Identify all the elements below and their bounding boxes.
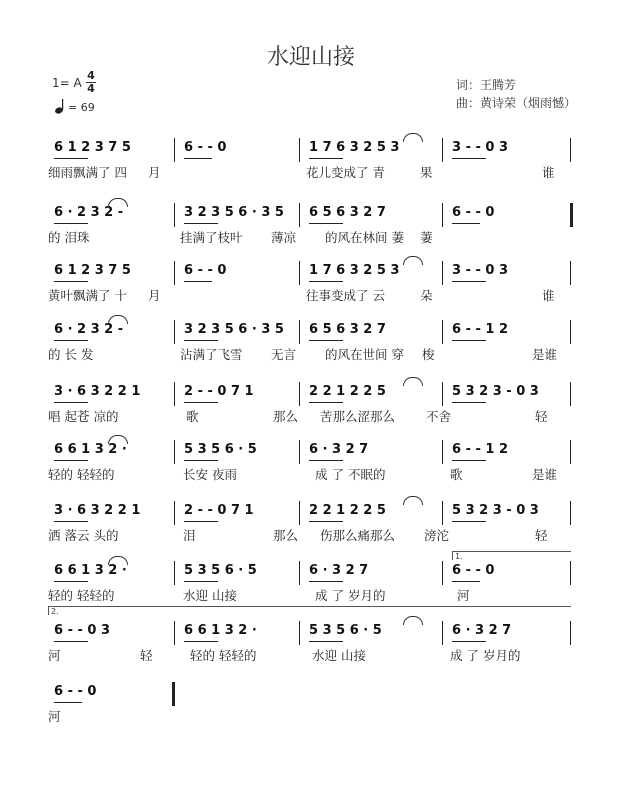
barline — [174, 203, 175, 227]
lyric-text: 成 了 岁月的 — [315, 588, 386, 603]
song-title: 水迎山接 — [266, 45, 355, 70]
barline — [174, 261, 175, 285]
beam-underline — [452, 340, 486, 341]
lyric-text: 水迎 山接 — [183, 588, 237, 603]
lyricist-credit: 词：王腾芳 — [456, 78, 517, 92]
lyric-text: 歌 — [186, 409, 199, 424]
measure-notes: 1 7 6 3 2 5 3 — [309, 140, 400, 155]
composer-credit: 曲：黄诗荣（烟雨憾） — [456, 96, 577, 110]
lyric-text: 水迎 山接 — [312, 648, 366, 663]
barline — [174, 382, 175, 406]
barline — [299, 501, 300, 525]
lyric-text: 果 — [420, 165, 433, 180]
lyric-text: 薄凉 — [271, 230, 297, 245]
beam-underline — [452, 581, 480, 582]
lyric-text: 歌 — [450, 467, 463, 482]
beam-underline — [184, 402, 218, 403]
measure-notes: 6 - - 0 — [184, 140, 227, 155]
lyric-text: 谁 — [542, 165, 555, 180]
slur-mark — [108, 435, 128, 444]
barline — [174, 621, 175, 645]
barline — [442, 261, 443, 285]
lyric-text: 沾满了飞雪 — [180, 347, 243, 362]
barline — [174, 501, 175, 525]
beam-underline — [54, 223, 88, 224]
measure-notes: 6 - - 0 3 — [54, 623, 111, 638]
beam-underline — [452, 641, 486, 642]
lyric-text: 洒 落云 头的 — [48, 528, 119, 543]
end-barline — [570, 561, 571, 585]
measure-notes: 5 3 5 6 · 5 — [309, 623, 382, 638]
barline — [442, 621, 443, 645]
barline — [299, 382, 300, 406]
measure-notes: 2 2 1 2 2 5 — [309, 503, 386, 518]
beam-underline — [54, 340, 88, 341]
key-signature: 1= A — [52, 76, 82, 90]
barline — [299, 203, 300, 227]
beam-underline — [184, 340, 218, 341]
slur-mark — [108, 198, 128, 207]
beam-underline — [309, 158, 343, 159]
beam-underline — [452, 402, 486, 403]
measure-notes: 6 - - 0 — [184, 263, 227, 278]
measure-notes: 6 - - 0 — [452, 563, 495, 578]
measure-notes: 6 · 2 3 2 - — [54, 322, 124, 337]
lyric-text: 河 — [48, 709, 61, 724]
measure-notes: 6 6 1 3 2 · — [54, 442, 127, 457]
beam-underline — [452, 158, 486, 159]
slur-mark — [403, 377, 423, 386]
beam-underline — [309, 340, 343, 341]
beam-underline — [54, 158, 88, 159]
tempo-marking: = 69 — [68, 101, 95, 114]
beam-underline — [309, 281, 343, 282]
end-barline — [570, 621, 571, 645]
end-barline — [570, 138, 571, 162]
beam-underline — [309, 641, 343, 642]
lyric-text: 梭 — [422, 347, 435, 362]
measure-notes: 6 · 3 2 7 — [452, 623, 512, 638]
lyric-text: 往事变成了 云 — [306, 288, 385, 303]
beam-underline — [184, 158, 212, 159]
first-ending-bracket: 1. — [452, 551, 571, 560]
end-barline — [570, 501, 571, 525]
slur-mark — [403, 616, 423, 625]
barline — [442, 203, 443, 227]
lyric-text: 轻的 轻轻的 — [48, 467, 115, 482]
beam-underline — [309, 521, 343, 522]
slur-mark — [403, 133, 423, 142]
lyric-text: 那么 — [273, 409, 299, 424]
beam-underline — [309, 223, 343, 224]
barline — [299, 138, 300, 162]
measure-notes: 5 3 5 6 · 5 — [184, 442, 257, 457]
measure-notes: 6 - - 0 — [54, 684, 97, 699]
measure-notes: 2 - - 0 7 1 — [184, 384, 254, 399]
end-barline — [570, 261, 571, 285]
lyric-text: 黄叶飘满了 十 — [48, 288, 127, 303]
lyric-text: 长安 夜雨 — [183, 467, 237, 482]
beam-underline — [184, 460, 218, 461]
slur-mark — [108, 556, 128, 565]
lyric-text: 朵 — [420, 288, 433, 303]
measure-notes: 3 · 6 3 2 2 1 — [54, 384, 141, 399]
barline — [299, 261, 300, 285]
measure-notes: 6 · 3 2 7 — [309, 442, 369, 457]
quarter-note-icon — [54, 98, 68, 114]
measure-notes: 5 3 2 3 - 0 3 — [452, 503, 539, 518]
measure-notes: 2 - - 0 7 1 — [184, 503, 254, 518]
barline — [442, 382, 443, 406]
barline — [299, 621, 300, 645]
beam-underline — [309, 581, 343, 582]
barline — [442, 138, 443, 162]
measure-notes: 3 2 3 5 6 · 3 5 — [184, 322, 284, 337]
barline — [174, 320, 175, 344]
lyric-text: 唱 起苍 凉的 — [48, 409, 119, 424]
beam-underline — [184, 521, 218, 522]
measure-notes: 6 · 2 3 2 - — [54, 205, 124, 220]
lyric-text: 的 长 发 — [48, 347, 94, 362]
barline — [442, 440, 443, 464]
measure-notes: 6 5 6 3 2 7 — [309, 322, 386, 337]
barline — [174, 561, 175, 585]
end-barline — [570, 382, 571, 406]
second-ending-bracket: 2. — [48, 606, 571, 615]
lyric-text: 成 了 不眠的 — [315, 467, 386, 482]
lyric-text: 的 泪珠 — [48, 230, 90, 245]
measure-notes: 1 7 6 3 2 5 3 — [309, 263, 400, 278]
lyric-text: 河 — [48, 648, 61, 663]
lyric-text: 谁 — [542, 288, 555, 303]
beam-underline — [54, 641, 88, 642]
measure-notes: 6 5 6 3 2 7 — [309, 205, 386, 220]
lyric-text: 细雨飘满了 四 — [48, 165, 127, 180]
measure-notes: 3 - - 0 3 — [452, 263, 509, 278]
lyric-text: 轻的 轻轻的 — [190, 648, 257, 663]
measure-notes: 2 2 1 2 2 5 — [309, 384, 386, 399]
beam-underline — [54, 460, 88, 461]
barline — [299, 440, 300, 464]
lyric-text: 是谁 — [532, 467, 558, 482]
measure-notes: 6 - - 1 2 — [452, 322, 509, 337]
beam-underline — [184, 581, 218, 582]
lyric-text: 成 了 岁月的 — [450, 648, 521, 663]
end-barline — [570, 320, 571, 344]
lyric-text: 不舍 — [426, 409, 452, 424]
lyric-text: 的风在林间 萋 — [325, 230, 404, 245]
measure-notes: 6 6 1 3 2 · — [184, 623, 257, 638]
measure-notes: 6 6 1 3 2 · — [54, 563, 127, 578]
measure-notes: 3 - - 0 3 — [452, 140, 509, 155]
lyric-text: 萋 — [420, 230, 433, 245]
beam-underline — [452, 281, 486, 282]
beam-underline — [54, 702, 82, 703]
slur-mark — [403, 256, 423, 265]
lyric-text: 挂满了枝叶 — [180, 230, 243, 245]
lyric-text: 伤那么痛那么 — [320, 528, 396, 543]
lyric-text: 苦那么涩那么 — [320, 409, 396, 424]
lyric-text: 无言 — [271, 347, 297, 362]
beam-underline — [54, 402, 88, 403]
lyric-text: 是谁 — [532, 347, 558, 362]
barline — [174, 440, 175, 464]
lyric-text: 月 — [148, 165, 161, 180]
beam-underline — [309, 402, 343, 403]
lyric-text: 轻 — [140, 648, 153, 663]
time-signature: 4 4 — [87, 69, 95, 95]
barline — [174, 138, 175, 162]
lyric-text: 滂沱 — [424, 528, 450, 543]
beam-underline — [54, 581, 88, 582]
end-barline — [172, 682, 175, 706]
barline — [299, 320, 300, 344]
measure-notes: 6 1 2 3 7 5 — [54, 140, 131, 155]
beam-underline — [452, 460, 486, 461]
measure-notes: 3 · 6 3 2 2 1 — [54, 503, 141, 518]
measure-notes: 5 3 2 3 - 0 3 — [452, 384, 539, 399]
lyric-text: 河 — [457, 588, 470, 603]
lyric-text: 那么 — [273, 528, 299, 543]
beam-underline — [452, 521, 486, 522]
lyric-text: 的风在世间 穿 — [325, 347, 404, 362]
beam-underline — [54, 521, 88, 522]
measure-notes: 6 · 3 2 7 — [309, 563, 369, 578]
end-barline — [570, 440, 571, 464]
barline — [442, 320, 443, 344]
barline — [442, 501, 443, 525]
slur-mark — [108, 315, 128, 324]
beam-underline — [184, 641, 218, 642]
measure-notes: 5 3 5 6 · 5 — [184, 563, 257, 578]
lyric-text: 轻 — [535, 528, 548, 543]
measure-notes: 6 1 2 3 7 5 — [54, 263, 131, 278]
end-barline — [570, 203, 573, 227]
beam-underline — [309, 460, 343, 461]
beam-underline — [54, 281, 88, 282]
lyric-text: 轻 — [535, 409, 548, 424]
lyric-text: 泪 — [183, 528, 196, 543]
beam-underline — [452, 223, 480, 224]
measure-notes: 6 - - 1 2 — [452, 442, 509, 457]
beam-underline — [184, 223, 218, 224]
lyric-text: 花儿变成了 青 — [306, 165, 385, 180]
beam-underline — [184, 281, 212, 282]
barline — [442, 561, 443, 585]
slur-mark — [403, 496, 423, 505]
barline — [299, 561, 300, 585]
measure-notes: 3 2 3 5 6 · 3 5 — [184, 205, 284, 220]
measure-notes: 6 - - 0 — [452, 205, 495, 220]
lyric-text: 轻的 轻轻的 — [48, 588, 115, 603]
lyric-text: 月 — [148, 288, 161, 303]
